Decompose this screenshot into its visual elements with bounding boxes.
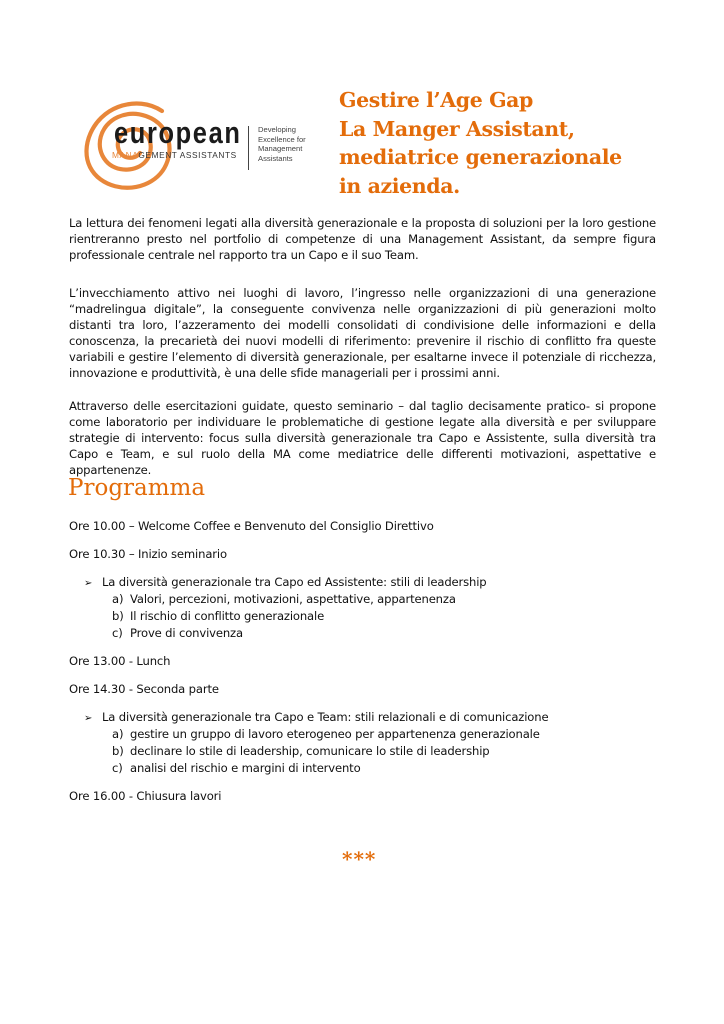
- title-line: La Manger Assistant,: [339, 116, 575, 141]
- arrow-bullet-icon: ➢: [84, 713, 93, 724]
- title-line: Gestire l’Age Gap: [339, 88, 533, 112]
- programma-heading: Programma: [68, 475, 206, 501]
- arrow-bullet-icon: ➢: [84, 578, 93, 589]
- schedule-item: Ore 10.00 – Welcome Coffee e Benvenuto del Consiglio Direttivo: [69, 519, 434, 533]
- logo-tagline: Developing Excellence for Management Assistants: [258, 125, 306, 163]
- schedule-item: Ore 16.00 - Chiusura lavori: [69, 789, 222, 803]
- intro-paragraph: La lettura dei fenomeni legati alla diversità generazionale e la proposta di soluzioni per la loro gestione rientreranno presto nel portfolio di competenze di una Management Assistant, da sempre figura professionale centrale nel rapporto tra un Capo e il suo Team.: [69, 216, 656, 262]
- session-title: ➢ La diversità generazionale tra Capo ed Assistente: stili di leadership: [84, 574, 487, 592]
- document-title: [339, 86, 622, 200]
- schedule-item: Ore 10.30 – Inizio seminario: [69, 547, 227, 561]
- intro-paragraph: L’invecchiamento attivo nei luoghi di lavoro, l’ingresso nelle organizzazioni di una generazione “madrelingua digitale”, la conseguente convivenza nelle organizzazioni di più generazioni molto distanti tra loro, l’azzeramento dei modelli consolidati di condivisione delle informazioni e della conoscenza, la precarietà dei nuovi modelli di riferimento: prevenire il rischio di conflitto fra queste variabili e gestire l’elemento di diversità generazionale, per esaltarne invece il potenziale di ricchezza, innovazione e produttività, è una delle sfide manageriali per i prossimi anni.: [69, 286, 656, 380]
- schedule-item: Ore 13.00 - Lunch: [69, 654, 171, 668]
- session-subitem: c) analisi del rischio e margini di intervento: [112, 761, 361, 775]
- session-subitem: b) Il rischio di conflitto generazionale: [112, 609, 325, 623]
- title-line: in azienda.: [339, 173, 460, 198]
- session-subitem: c) Prove di convivenza: [112, 626, 243, 640]
- intro-paragraph: Attraverso delle esercitazioni guidate, questo seminario – dal taglio decisamente pratico- si propone come laboratorio per individuare le problematiche di gestione legate alla diversità e per sviluppare strategie di intervento: focus sulla diversità generazionale tra Capo e Assistente, sulla diversità tra Capo e Team, e sul ruolo della MA come mediatrice delle differenti motivazioni, aspettative e appartenenze.: [69, 399, 656, 477]
- session-title: ➢ La diversità generazionale tra Capo e Team: stili relazionali e di comunicazione: [84, 709, 548, 727]
- session-subitem: a) gestire un gruppo di lavoro eterogeneo per appartenenza generazionale: [112, 727, 540, 741]
- logo-divider: [248, 126, 249, 170]
- logo-subtitle: MANAGEMENT ASSISTANTS: [112, 150, 237, 160]
- logo-wordmark: european: [114, 115, 242, 150]
- session-subitem: a) Valori, percezioni, motivazioni, aspettative, appartenenza: [112, 592, 456, 606]
- session-subitem: b) declinare lo stile di leadership, comunicare lo stile di leadership: [112, 744, 490, 758]
- schedule-item: Ore 14.30 - Seconda parte: [69, 682, 219, 696]
- title-line: mediatrice generazionale: [339, 145, 622, 169]
- closing-asterisks: ***: [342, 847, 377, 871]
